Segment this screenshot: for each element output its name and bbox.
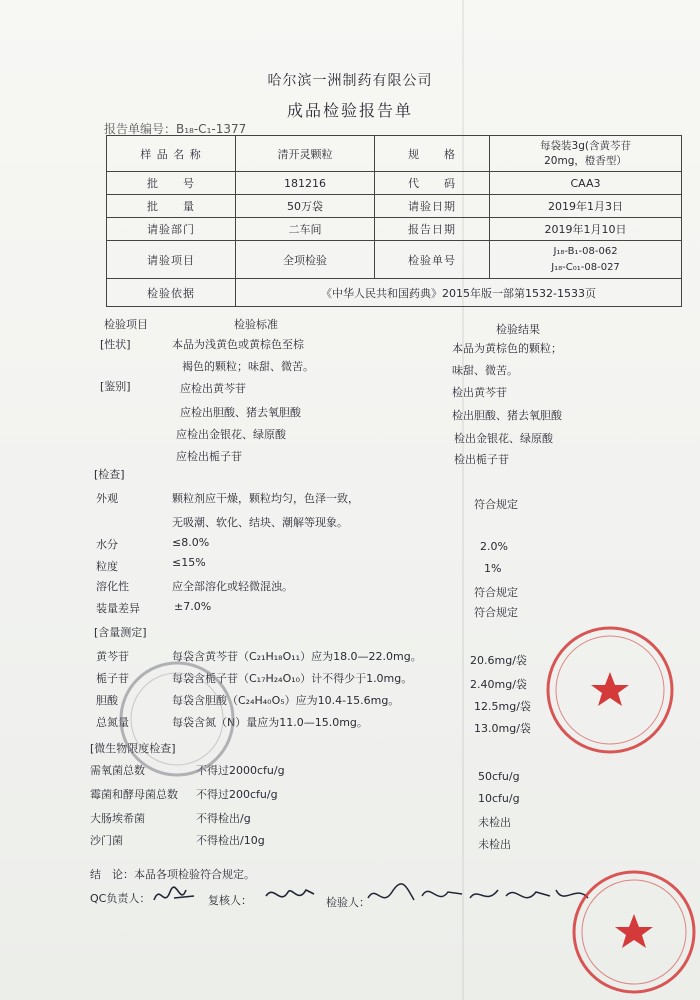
fill-variation-label: 装量差异 (96, 602, 140, 615)
granularity-std: ≤15% (172, 556, 206, 569)
value-request-dept: 二车间 (236, 218, 375, 241)
inspector-label: 检验人： (326, 896, 370, 909)
appearance2-label: 外观 (96, 492, 118, 505)
ecoli-res: 未检出 (478, 816, 511, 829)
label-basis: 检验依据 (107, 279, 236, 307)
ident-std-4: 应检出栀子苷 (176, 450, 242, 463)
solubility-res: 符合规定 (474, 586, 518, 599)
table-row (107, 172, 682, 195)
value-code: CAA3 (490, 172, 682, 195)
ident-res-3: 检出金银花、绿原酸 (454, 432, 553, 445)
col-header-item: 检验项目 (104, 318, 148, 331)
test-no-line-2: J₁₈-C₀₁-08-027 (551, 261, 620, 273)
label-test-items: 请验项目 (107, 241, 236, 279)
total-nitrogen-res: 13.0mg/袋 (474, 722, 531, 735)
table-row (107, 218, 682, 241)
label-report-date: 报告日期 (375, 218, 490, 241)
ident-std-1: 应检出黄芩苷 (180, 382, 246, 395)
granularity-label: 粒度 (96, 560, 118, 573)
label-batch-size: 批 量 (107, 195, 236, 218)
section-identification-label: [鉴别] (100, 380, 131, 393)
cholic-acid-res: 12.5mg/袋 (474, 700, 531, 713)
appearance2-std-1: 颗粒剂应干燥，颗粒均匀，色泽一致， (172, 492, 359, 505)
aerobic-res: 50cfu/g (478, 770, 520, 783)
moisture-res: 2.0% (480, 540, 508, 553)
value-batch-size: 50万袋 (236, 195, 375, 218)
table-row (107, 195, 682, 218)
company-seal (112, 654, 242, 784)
value-request-date: 2019年1月3日 (490, 195, 682, 218)
ident-std-3: 应检出金银花、绿原酸 (176, 428, 286, 441)
spec-line-1: 每袋装3g(含黄芩苷 (540, 139, 631, 152)
label-sample-name: 样 品 名 称 (107, 136, 236, 172)
label-request-date: 请验日期 (375, 195, 490, 218)
moisture-std: ≤8.0% (172, 536, 210, 549)
report-number: 报告单编号：B₁₈-C₁-1377 (104, 122, 247, 136)
geniposide-label: 栀子苷 (96, 672, 129, 685)
reviewer-signature (262, 880, 318, 910)
company-name: 哈尔滨一洲制药有限公司 (267, 73, 433, 89)
report-title: 成品检验报告单 (286, 101, 413, 120)
aerobic-label: 需氧菌总数 (90, 764, 145, 777)
cholic-acid-label: 胆酸 (96, 694, 118, 707)
col-header-standard: 检验标准 (234, 318, 278, 331)
baicalin-label: 黄芩苷 (96, 650, 129, 663)
baicalin-std: 每袋含黄芩苷（C₂₁H₁₈O₁₁）应为18.0—22.0mg。 (172, 650, 422, 663)
table-row (107, 279, 682, 307)
qc-signature (150, 878, 200, 914)
total-nitrogen-std: 每袋含氮（N）量应为11.0—15.0mg。 (172, 716, 368, 729)
label-test-no: 检验单号 (375, 241, 490, 279)
reviewer-label: 复核人： (208, 894, 252, 907)
section-inspection-label: [检查] (94, 468, 125, 481)
appearance-std-1: 本品为浅黄色或黄棕色至棕 (172, 338, 304, 351)
salmonella-std: 不得检出/10g (196, 834, 265, 847)
label-batch-no: 批 号 (107, 172, 236, 195)
value-report-date: 2019年1月10日 (490, 218, 682, 241)
quality-inspection-seal (540, 620, 680, 760)
label-request-dept: 请验部门 (107, 218, 236, 241)
aerobic-std: 不得过2000cfu/g (196, 764, 285, 777)
cholic-acid-std: 每袋含胆酸（C₂₄H₄₀O₅）应为10.4-15.6mg。 (172, 694, 400, 707)
test-no-line-1: J₁₈-B₁-08-062 (553, 245, 618, 257)
yeast-mold-std: 不得过200cfu/g (196, 788, 278, 801)
appearance-res-1: 本品为黄棕色的颗粒； (452, 342, 562, 355)
appearance2-std-2: 无吸潮、软化、结块、潮解等现象。 (172, 516, 348, 529)
spec-line-2: 20mg，橙香型） (544, 154, 627, 167)
value-spec (490, 136, 682, 172)
conclusion: 结 论：本品各项检验符合规定。 (90, 868, 255, 881)
ecoli-label: 大肠埃希菌 (90, 812, 145, 825)
solubility-std: 应全部溶化或轻微混浊。 (172, 580, 293, 593)
yeast-mold-label: 霉菌和酵母菌总数 (90, 788, 178, 801)
solubility-label: 溶化性 (96, 580, 129, 593)
appearance-res-2: 味甜、微苦。 (452, 364, 518, 377)
moisture-label: 水分 (96, 538, 118, 551)
ecoli-std: 不得检出/g (196, 812, 251, 825)
value-test-items: 全项检验 (236, 241, 375, 279)
geniposide-std: 每袋含栀子苷（C₁₇H₂₄O₁₀）计不得少于1.0mg。 (172, 672, 413, 685)
granularity-res: 1% (484, 562, 502, 575)
value-test-no (490, 241, 682, 279)
table-row (107, 136, 682, 172)
inspector-signatures (366, 878, 596, 912)
label-code: 代 码 (375, 172, 490, 195)
qc-label: QC负责人： (90, 892, 151, 905)
section-appearance-label: [性状] (100, 338, 131, 351)
yeast-mold-res: 10cfu/g (478, 792, 520, 805)
value-sample-name: 清开灵颗粒 (236, 136, 375, 172)
total-nitrogen-label: 总氮量 (96, 716, 129, 729)
salmonella-res: 未检出 (478, 838, 511, 851)
baicalin-res: 20.6mg/袋 (470, 654, 527, 667)
value-basis: 《中华人民共和国药典》2015年版一部第1532-1533页 (236, 279, 682, 307)
info-table (106, 135, 682, 307)
fill-variation-std: ±7.0% (174, 600, 212, 613)
label-spec: 规 格 (375, 136, 490, 172)
geniposide-res: 2.40mg/袋 (470, 678, 527, 691)
value-batch-no: 181216 (236, 172, 375, 195)
appearance-std-2: 褐色的颗粒；味甜、微苦。 (182, 360, 314, 373)
quality-management-seal (568, 866, 700, 1000)
ident-res-4: 检出栀子苷 (454, 453, 509, 466)
section-assay-label: [含量测定] (94, 626, 147, 639)
fill-variation-res: 符合规定 (474, 606, 518, 619)
ident-res-1: 检出黄芩苷 (452, 386, 507, 399)
table-row (107, 241, 682, 279)
section-microbial-label: [微生物限度检查] (90, 742, 176, 755)
col-header-result: 检验结果 (496, 323, 540, 336)
appearance2-res: 符合规定 (474, 498, 518, 511)
ident-std-2: 应检出胆酸、猪去氧胆酸 (180, 406, 301, 419)
salmonella-label: 沙门菌 (90, 834, 123, 847)
ident-res-2: 检出胆酸、猪去氧胆酸 (452, 409, 562, 422)
